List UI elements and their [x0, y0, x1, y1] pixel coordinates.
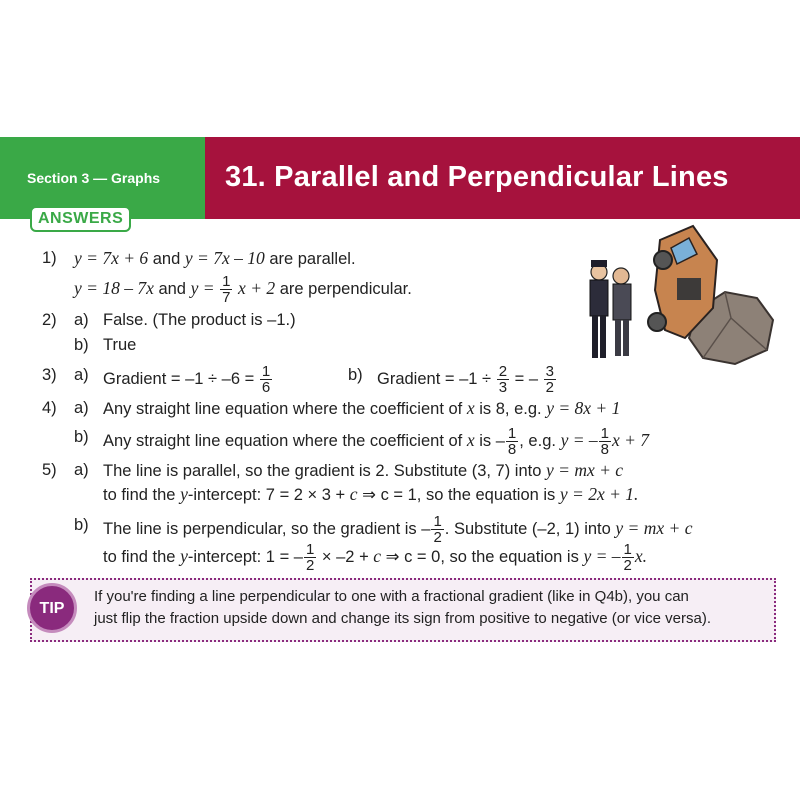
q1-fraction: $\frac{1}{7}$	[222, 273, 231, 306]
q5a-arrow: ⇒	[362, 486, 376, 504]
q1-eq3: y = 18 – 7x	[74, 277, 154, 298]
q4b-text3: , e.g.	[519, 431, 556, 450]
q3-number: 3)	[42, 366, 57, 384]
q5a-mid: -intercept: 7 = 2 × 3 +	[187, 486, 346, 504]
q5-number: 5)	[42, 461, 57, 479]
q1-and2: and	[158, 279, 186, 298]
q4b-ex-rest: x + 7	[611, 429, 650, 450]
q1-answer-line1	[74, 247, 356, 270]
q4b-fraction: $\frac{1}{8}$	[507, 425, 517, 458]
q5a-line2	[103, 483, 638, 506]
q4b-answer	[103, 426, 649, 457]
q3a-text: Gradient = –1 ÷ –6 =	[103, 369, 255, 388]
q1-number: 1)	[42, 249, 57, 267]
q4a-text: Any straight line equation where the coefficient of	[103, 400, 463, 418]
q5b-fraction3: $\frac{1}{2}$	[623, 541, 632, 574]
q5b-fraction2: $\frac{1}{2}$	[305, 541, 315, 574]
q2-number: 2)	[42, 311, 57, 329]
q4a-text2: is 8, e.g.	[479, 400, 542, 418]
section-label: Section 3 — Graphs	[27, 170, 161, 186]
q4b-ex-lhs: y = –	[560, 429, 598, 450]
q5b-mid: -intercept: 1 = –	[187, 547, 303, 566]
q5b-fraction: $\frac{1}{2}$	[433, 513, 442, 546]
q3b-text: Gradient = –1 ÷	[377, 369, 492, 388]
q4a-label: a)	[74, 399, 89, 417]
tip-line1: If you're finding a line perpendicular to one with a fractional gradient (like in Q4b), you can	[94, 588, 689, 605]
q2a-text: False. (The product is –1.)	[103, 311, 296, 329]
q2b-label: b)	[74, 336, 89, 354]
tip-box	[30, 578, 776, 642]
q5b-c: c	[373, 545, 382, 566]
q5b-var: y	[180, 545, 188, 566]
q1-suffix: are parallel.	[269, 250, 356, 268]
q1-eq2: y = 7x – 10	[184, 248, 265, 268]
q3b-fraction1: $\frac{2}{3}$	[498, 363, 508, 396]
tip-text	[94, 586, 711, 630]
q4b-label: b)	[74, 428, 89, 446]
page-title: 31. Parallel and Perpendicular Lines	[225, 161, 729, 193]
q3b-eq: = –	[514, 369, 539, 388]
q4b-var: x	[466, 429, 475, 450]
q5b-pre: to find the	[103, 547, 176, 566]
q4b-text: Any straight line equation where the coefficient of	[103, 431, 463, 450]
tip-badge	[27, 583, 77, 633]
q3a-answer	[103, 364, 273, 395]
answers-badge: ANSWERS	[30, 206, 131, 232]
q5b-text: The line is perpendicular, so the gradient is –	[103, 519, 431, 538]
q5b-label: b)	[74, 516, 89, 534]
q5a-line1	[103, 459, 623, 482]
q1-eq1: y = 7x + 6	[74, 248, 149, 268]
q2b-text: True	[103, 336, 137, 354]
q1-line1	[42, 247, 57, 269]
q4a-example: y = 8x + 1	[546, 398, 621, 418]
q5a-label: a)	[74, 461, 89, 479]
q5a-text: The line is parallel, so the gradient is 2. Substitute (3, 7) into	[103, 462, 542, 480]
q1-suffix2: are perpendicular.	[279, 279, 412, 298]
q5b-res: c = 0, so the equation is	[404, 547, 579, 566]
q4b-text2: is –	[479, 431, 505, 450]
q5b-text2: . Substitute (–2, 1) into	[444, 519, 611, 538]
q3b-label: b)	[348, 366, 363, 384]
q5b-eq: y = mx + c	[615, 517, 693, 538]
q5a-eq: y = mx + c	[546, 460, 624, 480]
q1-answer-line2	[74, 274, 412, 305]
q1-lhs: y =	[190, 277, 215, 298]
q4a-answer	[103, 397, 620, 420]
q5a-c: c	[349, 484, 358, 504]
q3b-fraction2: $\frac{3}{2}$	[545, 363, 554, 396]
q4b-ex-fraction: $\frac{1}{8}$	[600, 425, 609, 458]
tip-label: TIP	[39, 600, 65, 617]
q5b-end: x.	[634, 545, 648, 566]
q5b-line2	[103, 542, 647, 573]
q5b-line1	[103, 514, 692, 545]
q4-number: 4)	[42, 399, 57, 417]
q1-rest: x + 2	[238, 277, 276, 298]
tip-line2: just flip the fraction upside down and change its sign from positive to negative (or vice versa).	[94, 610, 711, 627]
q5a-pre: to find the	[103, 486, 176, 504]
q1-and: and	[152, 250, 181, 268]
q5b-mid2: × –2 +	[321, 547, 369, 566]
q5a-result-eq: y = 2x + 1.	[559, 484, 639, 504]
q5a-res: c = 1, so the equation is	[380, 486, 556, 504]
q2a-label: a)	[74, 311, 89, 329]
q4a-var: x	[466, 398, 475, 418]
q5b-result-eq: y = –	[583, 545, 621, 566]
q3b-answer	[377, 364, 557, 395]
q5b-arrow: ⇒	[385, 547, 400, 566]
q3a-label: a)	[74, 366, 89, 384]
q5a-var: y	[180, 484, 188, 504]
q3a-fraction: $\frac{1}{6}$	[261, 363, 271, 396]
